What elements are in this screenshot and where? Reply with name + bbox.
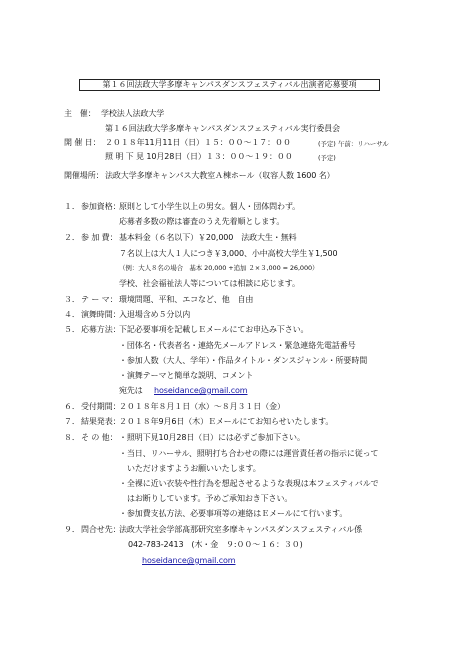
event-date-label: 開 催 日： bbox=[64, 138, 101, 147]
organizer-line-2: 第１６回法政大学多摩キャンパスダンスフェスティバル実行委員会 bbox=[105, 124, 341, 133]
item-label: 演舞時間： bbox=[81, 310, 121, 319]
contact-phone: 042-783-2413 (木・金 ９:００～１６：３０) bbox=[128, 540, 303, 549]
item-number: ８． bbox=[64, 433, 80, 442]
venue-label: 開催場所： bbox=[64, 171, 104, 180]
item-label: 応募方法： bbox=[81, 325, 121, 334]
lighting-check-note: (予定) bbox=[318, 154, 336, 162]
bullet-text: はお断りしています。予めご承知おき下さい。 bbox=[127, 494, 293, 503]
event-date-note: (予定) bbox=[318, 140, 336, 148]
organizer-line-1: 学校法人法政大学 bbox=[101, 109, 165, 118]
item-text: 環境問題、平和、エコなど、他 自由 bbox=[119, 295, 254, 304]
item-label: テ ー マ： bbox=[81, 295, 118, 304]
item-text: 入退場含め５分以内 bbox=[119, 310, 191, 319]
bullet-text: ・当日、リハーサル、照明打ち合わせの際には運営責任者の指示に従って bbox=[119, 449, 379, 458]
item-number: ７． bbox=[64, 417, 80, 426]
item-text: 学校、社会福祉法人等については相談に応じます。 bbox=[119, 279, 300, 288]
item-number: ３． bbox=[64, 295, 80, 304]
bullet-text: ・参加人数（大人、学年）・作品タイトル・ダンスジャンル・所要時間 bbox=[119, 356, 368, 365]
item-text: 基本料金（６名以下）￥20,000 法政大生・無料 bbox=[119, 233, 297, 242]
event-date: ２０１８年11月11日（日）１５：００～１７：００ bbox=[105, 138, 291, 147]
item-label: 参 加 費： bbox=[81, 233, 118, 242]
item-number: ４． bbox=[64, 310, 80, 319]
bullet-text: ・演舞テーマと簡単な説明、コメント bbox=[119, 371, 254, 380]
item-text: 下記必要事項を記載しＥメールにてお申込み下さい。 bbox=[119, 325, 309, 334]
fee-example: （例：大人８名の場合 基本 20,000 +追加 ２×３,000 = 26,000） bbox=[119, 264, 319, 272]
item-text: ・照明下見10月28日（日）には必ずご参加下さい。 bbox=[119, 433, 305, 442]
bullet-text: ・団体名・代表者名・連絡先メールアドレス・緊急連絡先電話番号 bbox=[119, 341, 356, 350]
document-title: 第１６回法政大学多摩キャンパスダンスフェスティバル出演者応募要項 bbox=[79, 79, 380, 91]
item-text: ２０１８年８月１日（水）～８月３１日（金） bbox=[119, 402, 285, 411]
item-label: そ の 他： bbox=[81, 433, 118, 442]
item-number: ６． bbox=[64, 402, 80, 411]
item-text: ７名以上は大人１人につき￥3,000、小中高校大学生￥1,500 bbox=[119, 249, 338, 258]
item-text: ２０１８年9月6日（木）Ｅメールにてお知らせいたします。 bbox=[119, 417, 334, 426]
contact-email-link[interactable]: hoseidance@gmail.com bbox=[142, 556, 236, 565]
item-number: １． bbox=[64, 202, 80, 211]
item-number: ２． bbox=[64, 233, 80, 242]
item-label: 受付期間： bbox=[81, 402, 121, 411]
bullet-text: ・全裸に近い衣装や性行為を想起させるような表現は本フェスティバルで bbox=[119, 479, 379, 488]
bullet-text: ・参加費支払方法、必要事項等の連絡はＥメールにて行います。 bbox=[119, 509, 348, 518]
contact-name: 法政大学社会学部髙那研究室多摩キャンパスダンスフェスティバル係 bbox=[119, 525, 362, 534]
email-link[interactable]: hoseidance@gmail.com bbox=[154, 386, 248, 395]
venue-text: 法政大学多摩キャンパス大教室Ａ棟ホール（収容人数 1600 名） bbox=[105, 171, 335, 180]
organizer-label: 主 催： bbox=[64, 109, 96, 118]
item-number: ５． bbox=[64, 325, 80, 334]
item-number: ９． bbox=[64, 525, 80, 534]
destination-label: 宛先は bbox=[119, 386, 143, 395]
item-text: 応募者多数の際は審査のうえ先着順とします。 bbox=[119, 217, 285, 226]
event-rehearsal-note: 午前：リハーサル bbox=[338, 140, 389, 148]
item-label: 問合せ先： bbox=[81, 525, 121, 534]
item-label: 結果発表： bbox=[81, 417, 121, 426]
item-text: 原則として小学生以上の男女。個人・団体問わず。 bbox=[119, 202, 301, 211]
bullet-text: いただけますようお願いいたします。 bbox=[127, 464, 261, 473]
item-label: 参加資格： bbox=[81, 202, 121, 211]
lighting-check-date: 照 明 下 見 10月28日（日）１３：００～１９：００ bbox=[105, 152, 293, 161]
